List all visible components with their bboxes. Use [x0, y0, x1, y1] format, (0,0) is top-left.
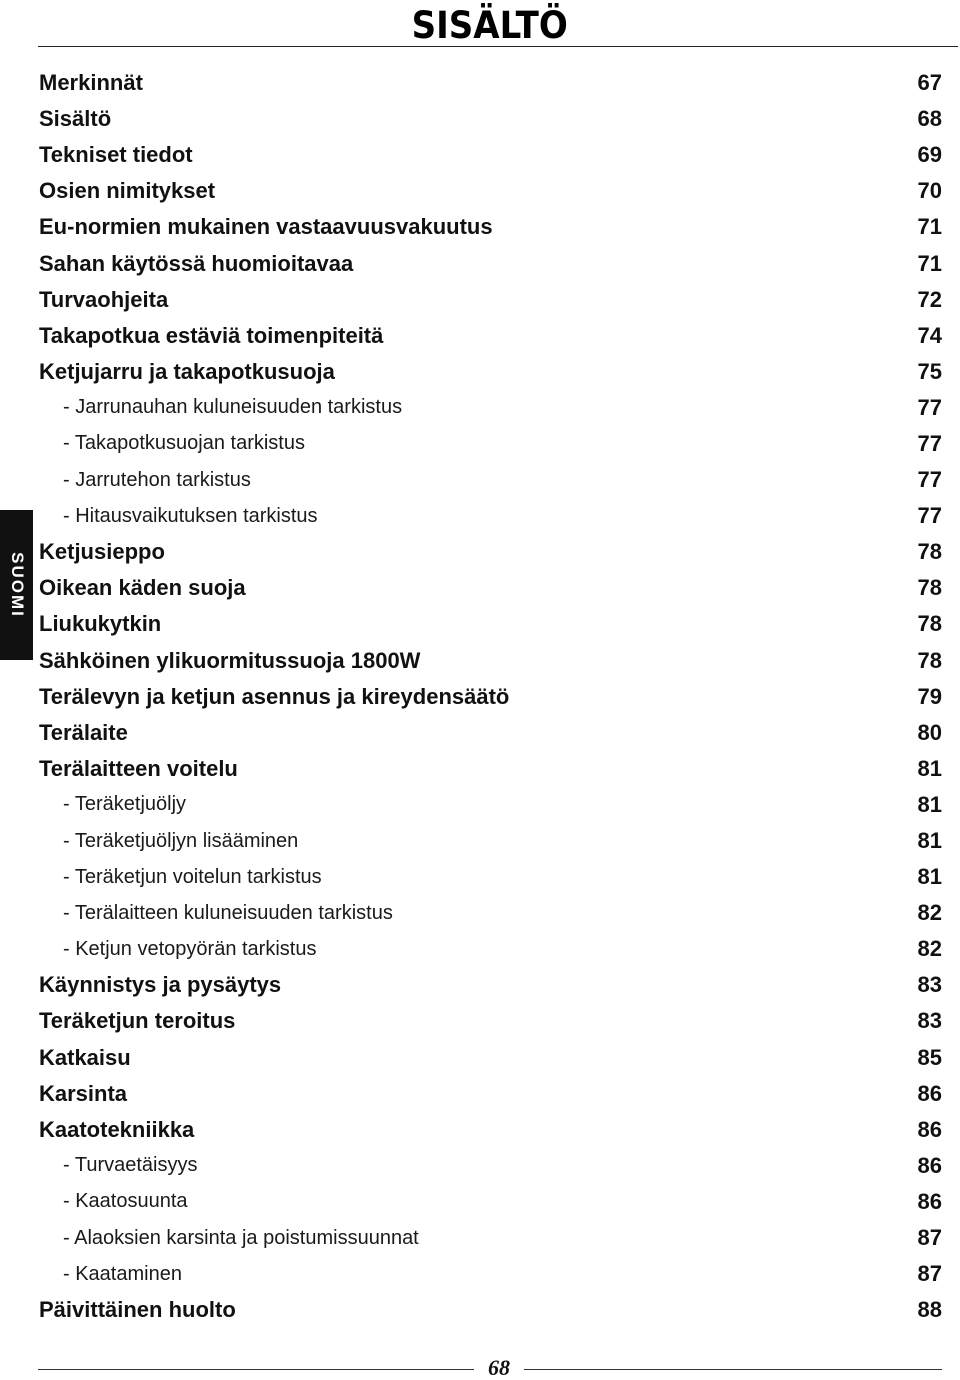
toc-entry-title: Karsinta [39, 1080, 128, 1106]
toc-entry-page-number: 75 [917, 358, 942, 384]
toc-entry[interactable] [39, 1256, 942, 1292]
toc-entry[interactable] [39, 787, 942, 823]
toc-entry[interactable] [39, 137, 942, 173]
toc-entry-page-number: 72 [917, 286, 942, 312]
toc-entry[interactable] [39, 823, 942, 859]
toc-entry-page-number: 77 [917, 503, 942, 529]
toc-entry[interactable] [39, 390, 942, 426]
toc-entry-title: - Teräketjuöljy [63, 793, 187, 816]
toc-entry-title: Käynnistys ja pysäytys [39, 972, 282, 998]
toc-entry-title: Oikean käden suoja [39, 575, 246, 601]
toc-entry-page-number: 86 [917, 1152, 942, 1178]
toc-entry-title: Merkinnät [39, 70, 143, 96]
toc-entry[interactable] [39, 1220, 942, 1256]
toc-entry-page-number: 81 [917, 828, 942, 854]
toc-entry-page-number: 71 [917, 250, 942, 276]
toc-entry-page-number: 78 [917, 647, 942, 673]
language-tab [0, 510, 33, 660]
toc-entry-title: Ketjusieppo [39, 539, 165, 565]
toc-entry-page-number: 80 [917, 719, 942, 745]
toc-entry[interactable] [39, 1076, 942, 1112]
toc-entry[interactable] [39, 282, 942, 318]
toc-entry-page-number: 78 [917, 611, 942, 637]
toc-entry[interactable] [39, 606, 942, 642]
toc-entry-page-number: 82 [917, 936, 942, 962]
toc-entry[interactable] [39, 715, 942, 751]
page-number: 68 [488, 1355, 510, 1380]
toc-entry-title: - Teräketjun voitelun tarkistus [63, 865, 322, 888]
toc-entry-page-number: 69 [917, 142, 942, 168]
toc-entry-title: - Alaoksien karsinta ja poistumissuunnat [63, 1226, 419, 1249]
toc-entry-page-number: 71 [917, 214, 942, 240]
toc-entry-title: - Turvaetäisyys [63, 1154, 198, 1177]
toc-entry-title: Terälaitteen voitelu [39, 755, 238, 781]
toc-entry[interactable] [39, 354, 942, 390]
toc-entry-title: - Jarrutehon tarkistus [63, 468, 251, 491]
toc-entry[interactable] [39, 173, 942, 209]
toc-entry-title: Sähköinen ylikuormitussuoja 1800W [39, 647, 421, 673]
footer-rule-right [524, 1369, 942, 1370]
toc-entry-title: Katkaisu [39, 1044, 131, 1070]
table-of-contents [39, 65, 942, 1328]
toc-entry-title: Terälevyn ja ketjun asennus ja kireydensäätö [39, 683, 510, 709]
toc-entry-page-number: 86 [917, 1080, 942, 1106]
toc-entry[interactable] [39, 1184, 942, 1220]
toc-entry-title: Terälaite [39, 719, 128, 745]
toc-entry[interactable] [39, 967, 942, 1003]
toc-entry-page-number: 83 [917, 972, 942, 998]
toc-entry[interactable] [39, 101, 942, 137]
toc-entry-page-number: 74 [917, 322, 942, 348]
toc-entry-page-number: 77 [917, 394, 942, 420]
toc-entry-title: Sisältö [39, 106, 112, 132]
toc-entry-page-number: 81 [917, 864, 942, 890]
toc-entry[interactable] [39, 859, 942, 895]
toc-entry[interactable] [39, 462, 942, 498]
toc-entry[interactable] [39, 209, 942, 245]
language-tab-label: SUOMI [7, 552, 27, 618]
toc-entry-page-number: 86 [917, 1188, 942, 1214]
toc-entry-title: Kaatotekniikka [39, 1116, 195, 1142]
toc-entry[interactable] [39, 534, 942, 570]
toc-entry-page-number: 81 [917, 791, 942, 817]
toc-entry[interactable] [39, 1148, 942, 1184]
toc-entry[interactable] [39, 643, 942, 679]
toc-entry-page-number: 79 [917, 683, 942, 709]
toc-entry-title: Osien nimitykset [39, 178, 216, 204]
toc-entry-title: - Takapotkusuojan tarkistus [63, 432, 305, 455]
toc-entry-title: - Teräketjuöljyn lisääminen [63, 829, 299, 852]
toc-entry-title: - Kaatosuunta [63, 1190, 188, 1213]
toc-entry-page-number: 87 [917, 1261, 942, 1287]
toc-entry-title: Takapotkua estäviä toimenpiteitä [39, 322, 384, 348]
toc-entry-page-number: 70 [917, 178, 942, 204]
toc-entry[interactable] [39, 498, 942, 534]
toc-entry-page-number: 83 [917, 1008, 942, 1034]
toc-entry[interactable] [39, 1040, 942, 1076]
toc-entry-page-number: 67 [917, 70, 942, 96]
toc-entry-page-number: 85 [917, 1044, 942, 1070]
toc-entry-title: Liukukytkin [39, 611, 162, 637]
toc-entry-title: Sahan käytössä huomioitavaa [39, 250, 354, 276]
toc-entry[interactable] [39, 1003, 942, 1039]
toc-entry-page-number: 77 [917, 467, 942, 493]
toc-entry-title: - Jarrunauhan kuluneisuuden tarkistus [63, 396, 403, 419]
toc-entry-title: Ketjujarru ja takapotkusuoja [39, 358, 335, 384]
toc-entry[interactable] [39, 895, 942, 931]
page-title: SISÄLTÖ [411, 4, 568, 47]
toc-entry[interactable] [39, 751, 942, 787]
toc-entry-page-number: 78 [917, 539, 942, 565]
toc-entry-title: Päivittäinen huolto [39, 1297, 236, 1323]
toc-entry[interactable] [39, 426, 942, 462]
toc-entry-page-number: 88 [917, 1297, 942, 1323]
toc-entry[interactable] [39, 931, 942, 967]
toc-entry-page-number: 82 [917, 900, 942, 926]
toc-entry[interactable] [39, 679, 942, 715]
toc-entry-title: Teräketjun teroitus [39, 1008, 236, 1034]
toc-entry[interactable] [39, 318, 942, 354]
toc-entry-page-number: 87 [917, 1225, 942, 1251]
toc-entry-title: Turvaohjeita [39, 286, 169, 312]
toc-entry-page-number: 86 [917, 1116, 942, 1142]
toc-entry-page-number: 77 [917, 430, 942, 456]
toc-entry[interactable] [39, 245, 942, 281]
toc-entry-title: - Kaataminen [63, 1262, 182, 1285]
toc-entry-title: Eu-normien mukainen vastaavuusvakuutus [39, 214, 493, 240]
toc-entry-title: - Ketjun vetopyörän tarkistus [63, 937, 317, 960]
toc-entry-page-number: 68 [917, 106, 942, 132]
toc-entry[interactable] [39, 1292, 942, 1328]
toc-entry-title: - Terälaitteen kuluneisuuden tarkistus [63, 901, 393, 924]
toc-entry-page-number: 78 [917, 575, 942, 601]
toc-entry-title: Tekniset tiedot [39, 142, 193, 168]
toc-entry[interactable] [39, 570, 942, 606]
toc-entry[interactable] [39, 1112, 942, 1148]
toc-entry-page-number: 81 [917, 755, 942, 781]
header-rule [38, 46, 958, 47]
footer-rule-left [38, 1369, 474, 1370]
toc-entry[interactable] [39, 65, 942, 101]
toc-entry-title: - Hitausvaikutuksen tarkistus [63, 504, 318, 527]
